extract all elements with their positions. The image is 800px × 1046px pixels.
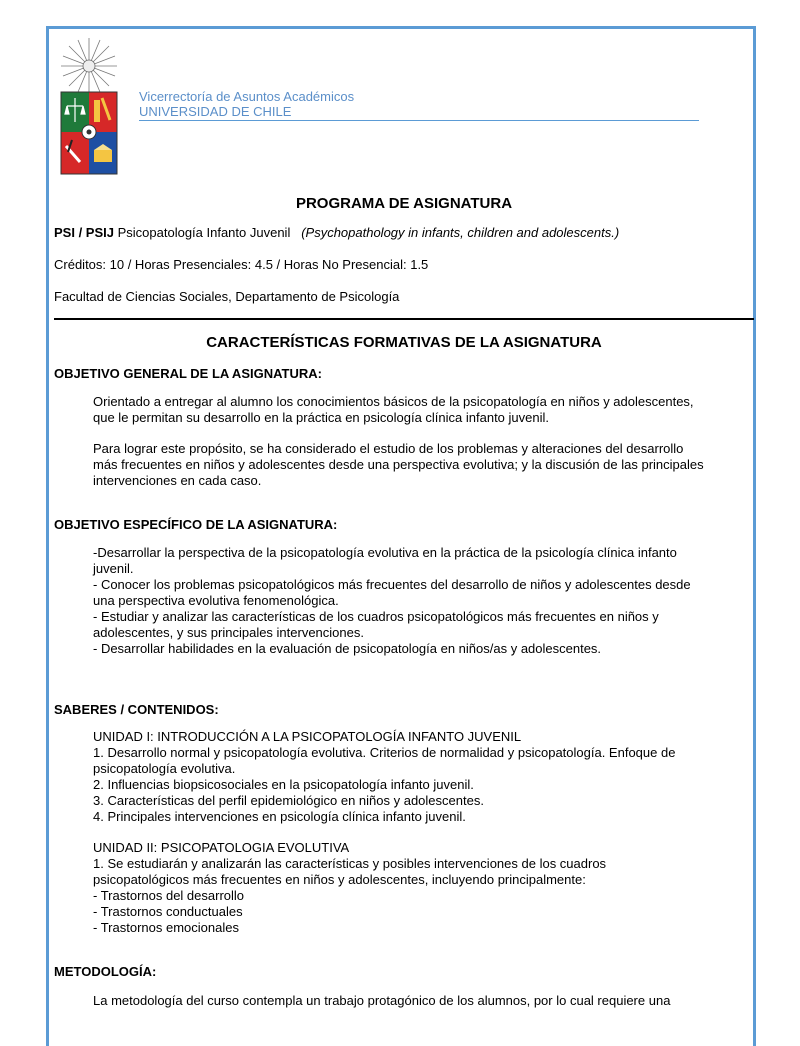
list-line: - Desarrollar habilidades en la evaluación de psicopatología en niños/as y adolescentes. bbox=[93, 641, 602, 656]
characteristics-title: CARACTERÍSTICAS FORMATIVAS DE LA ASIGNATURA bbox=[206, 334, 602, 351]
university-crest-logo bbox=[58, 36, 120, 178]
list-line: adolescentes, y sus principales intervenciones. bbox=[93, 625, 364, 640]
list-line: - Estudiar y analizar las características de los cuadros psicopatológicos más frecuentes en niños y bbox=[93, 609, 659, 624]
paragraph-line: más frecuentes en niños y adolescentes desde una perspectiva evolutiva; y la discusión de las principales bbox=[93, 457, 704, 472]
unit-2-title: UNIDAD II: PSICOPATOLOGIA EVOLUTIVA bbox=[93, 840, 350, 855]
paragraph-line: intervenciones en cada caso. bbox=[93, 473, 262, 488]
institution-line-1: Vicerrectoría de Asuntos Académicos bbox=[139, 89, 355, 104]
faculty-line: Facultad de Ciencias Sociales, Departamento de Psicología bbox=[54, 289, 400, 304]
general-objective-heading: OBJETIVO GENERAL DE LA ASIGNATURA: bbox=[54, 366, 322, 381]
specific-objective-heading: OBJETIVO ESPECÍFICO DE LA ASIGNATURA: bbox=[54, 517, 338, 532]
course-line bbox=[54, 225, 619, 240]
unit-1-block bbox=[93, 729, 713, 825]
list-line: -Desarrollar la perspectiva de la psicopatología evolutiva en la práctica de la psicología clínica infanto bbox=[93, 545, 677, 560]
institution-header bbox=[139, 89, 699, 121]
paragraph-line: que le permitan su desarrollo en la práctica en psicología clínica infanto juvenil. bbox=[93, 410, 549, 425]
paragraph-line: Orientado a entregar al alumno los conocimientos básicos de la psicopatología en niños y adolescentes, bbox=[93, 394, 694, 409]
general-objective-paragraph-2 bbox=[93, 441, 713, 489]
unit-2-block bbox=[93, 840, 713, 936]
list-line: - Trastornos emocionales bbox=[93, 920, 239, 935]
program-title: PROGRAMA DE ASIGNATURA bbox=[295, 195, 513, 212]
methodology-heading: METODOLOGÍA: bbox=[54, 964, 157, 979]
list-line: 1. Se estudiarán y analizarán las características y posibles intervenciones de los cuadros bbox=[93, 856, 607, 871]
course-code: PSI / PSIJ bbox=[54, 225, 114, 240]
course-name-english: (Psychopathology in infants, children and adolescents.) bbox=[301, 225, 620, 240]
list-line: 4. Principales intervenciones en psicología clínica infanto juvenil. bbox=[93, 809, 466, 824]
list-line: 3. Características del perfil epidemiológico en niños y adolescentes. bbox=[93, 793, 484, 808]
methodology-paragraph bbox=[93, 993, 713, 1009]
list-line: psicopatología evolutiva. bbox=[93, 761, 236, 776]
list-line: una perspectiva evolutiva fenomenológica. bbox=[93, 593, 339, 608]
list-line: - Trastornos conductuales bbox=[93, 904, 243, 919]
contents-heading: SABERES / CONTENIDOS: bbox=[54, 702, 219, 717]
specific-objective-list bbox=[93, 545, 713, 657]
list-line: 1. Desarrollo normal y psicopatología evolutiva. Criterios de normalidad y psicopatología. Enfoque de bbox=[93, 745, 676, 760]
course-name: Psicopatología Infanto Juvenil bbox=[117, 225, 291, 240]
list-line: - Conocer los problemas psicopatológicos más frecuentes del desarrollo de niños y adolescentes desde bbox=[93, 577, 691, 592]
list-line: - Trastornos del desarrollo bbox=[93, 888, 245, 903]
paragraph-line: La metodología del curso contempla un trabajo protagónico de los alumnos, por lo cual requiere una bbox=[93, 993, 671, 1008]
unit-1-title: UNIDAD I: INTRODUCCIÓN A LA PSICOPATOLOGÍA INFANTO JUVENIL bbox=[93, 729, 522, 744]
list-line: psicopatológicos más frecuentes en niños y adolescentes, incluyendo principalmente: bbox=[93, 872, 586, 887]
list-line: 2. Influencias biopsicosociales en la psicopatología infanto juvenil. bbox=[93, 777, 474, 792]
general-objective-paragraph-1 bbox=[93, 394, 713, 426]
credits-line: Créditos: 10 / Horas Presenciales: 4.5 / Horas No Presencial: 1.5 bbox=[54, 257, 429, 272]
section-divider bbox=[54, 318, 754, 320]
paragraph-line: Para lograr este propósito, se ha considerado el estudio de los problemas y alteraciones del desarrollo bbox=[93, 441, 684, 456]
institution-line-2: UNIVERSIDAD DE CHILE bbox=[139, 104, 292, 119]
list-line: juvenil. bbox=[93, 561, 134, 576]
